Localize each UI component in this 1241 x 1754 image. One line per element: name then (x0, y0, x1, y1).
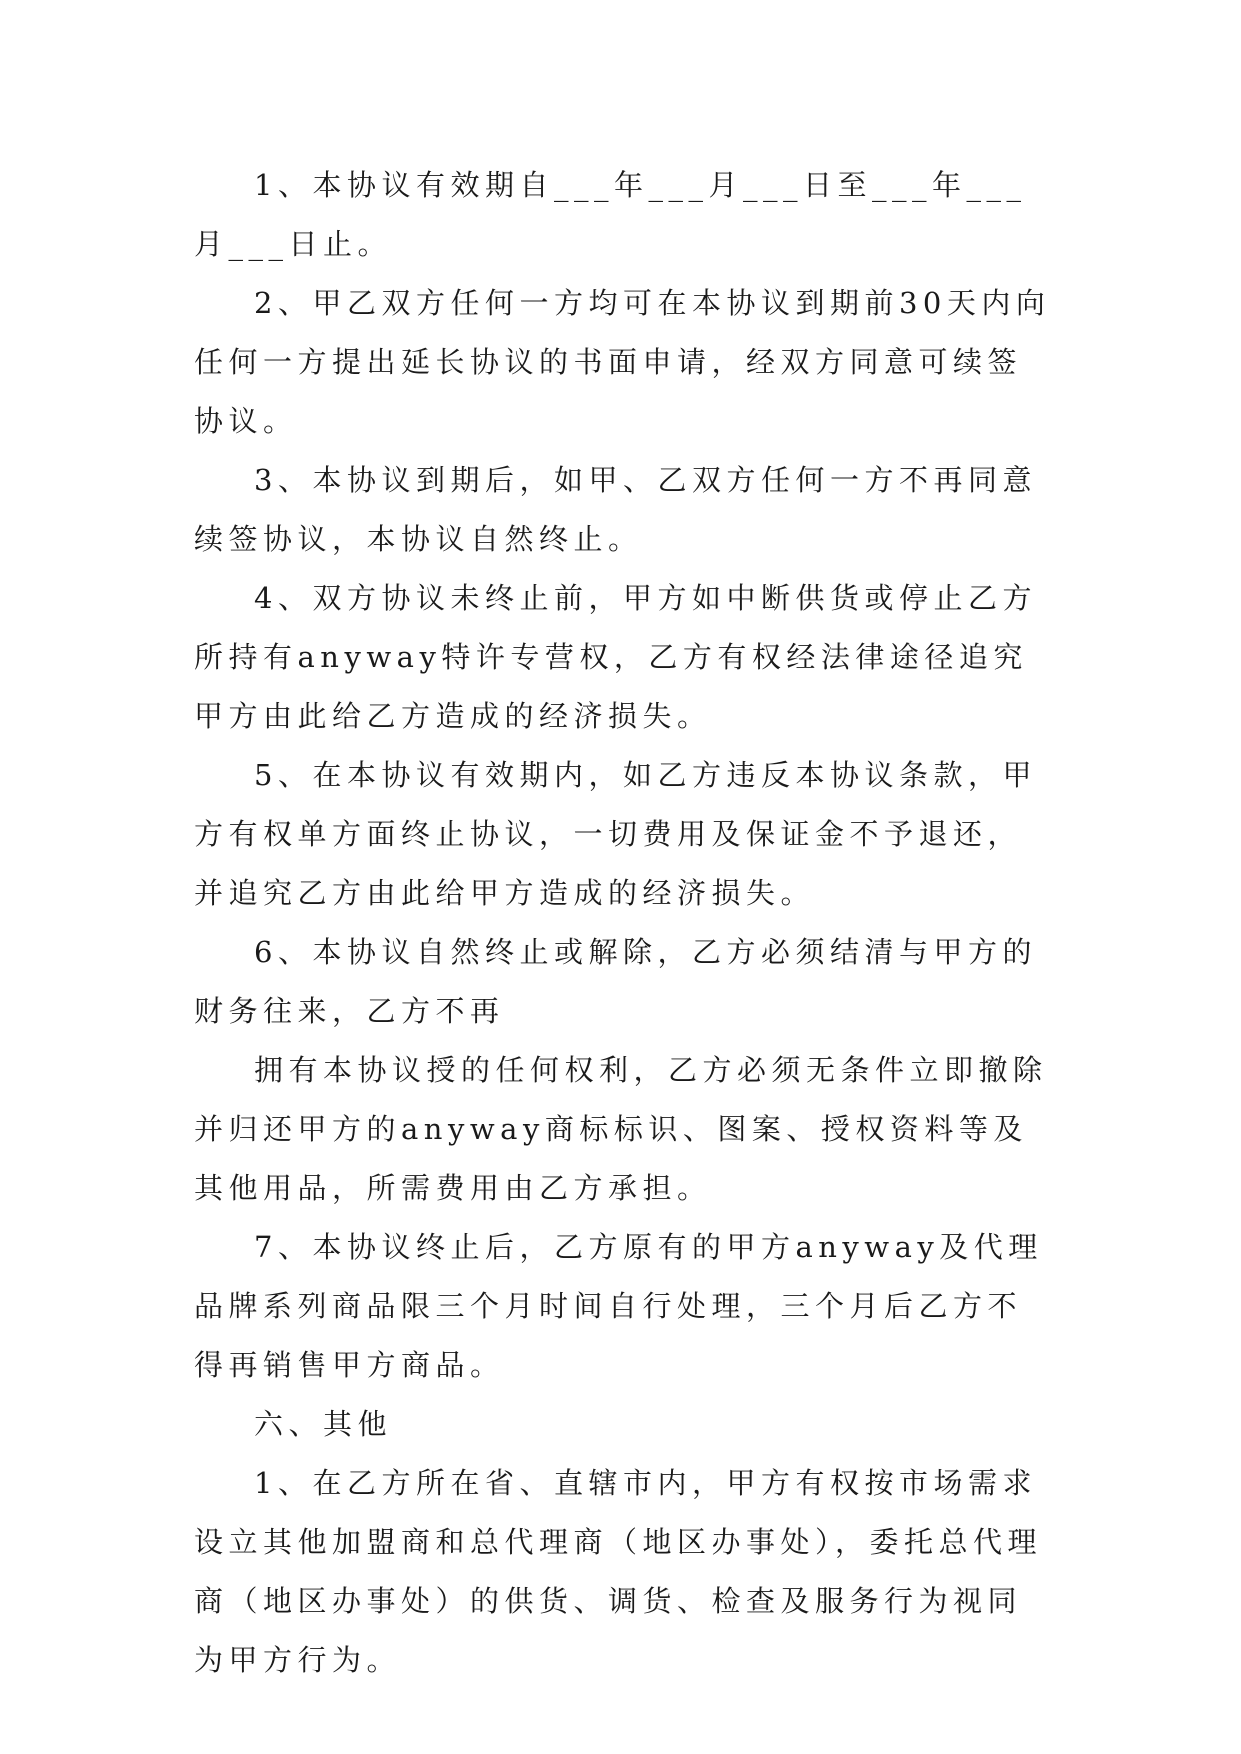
section-heading-other: 六、其他 (254, 1407, 393, 1441)
paragraph-rights-removal: 拥有本协议授的任何权利，乙方必须无条件立即撤除并归还甲方的anyway商标标识、图案、授权资料等及其他用品，所需费用由乙方承担。 (194, 1053, 1048, 1205)
paragraph-regional-agents: 1、在乙方所在省、直辖市内，甲方有权按市场需求设立其他加盟商和总代理商（地区办事处），委托总代理商（地区办事处）的供货、调货、检查及服务行为视同为甲方行为。 (194, 1466, 1043, 1677)
paragraph-inventory-handling: 7、本协议终止后，乙方原有的甲方anyway及代理品牌系列商品限三个月时间自行处理，三个月后乙方不得再销售甲方商品。 (194, 1230, 1043, 1382)
paragraph-extension-request: 2、甲乙双方任何一方均可在本协议到期前30天内向任何一方提出延长协议的书面申请，经双方同意可续签协议。 (194, 286, 1051, 438)
document-body (194, 156, 1054, 1690)
paragraph-breach-termination: 5、在本协议有效期内，如乙方违反本协议条款，甲方有权单方面终止协议，一切费用及保证金不予退还，并追究乙方由此给甲方造成的经济损失。 (194, 758, 1037, 910)
paragraph-validity-period: 1、本协议有效期自___年___月___日至___年___月___日止。 (194, 168, 1027, 261)
paragraph-settlement: 6、本协议自然终止或解除，乙方必须结清与甲方的财务往来，乙方不再 (194, 935, 1037, 1028)
paragraph-supply-interruption: 4、双方协议未终止前，甲方如中断供货或停止乙方所持有anyway特许专营权，乙方有权经法律途径追究甲方由此给乙方造成的经济损失。 (194, 581, 1037, 733)
paragraph-expiry-termination: 3、本协议到期后，如甲、乙双方任何一方不再同意续签协议，本协议自然终止。 (194, 463, 1037, 556)
